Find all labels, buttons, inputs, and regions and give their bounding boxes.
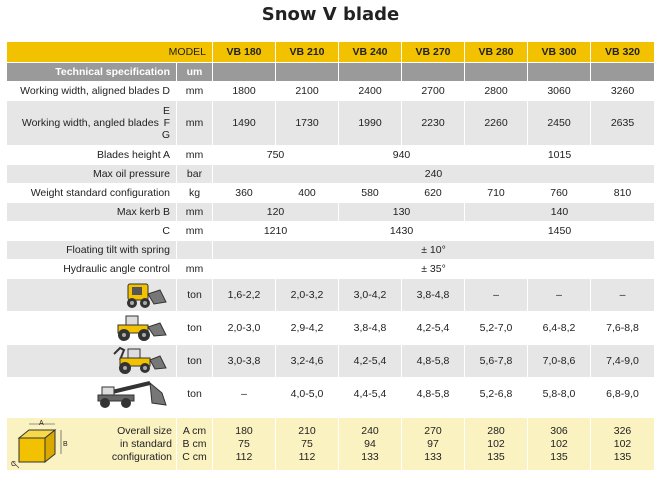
table-cell: 400 <box>276 184 339 203</box>
table-cell: 4,8-5,8 <box>402 378 465 411</box>
table-cell: 1015 <box>465 146 655 165</box>
table-cell: 2,0-3,2 <box>276 279 339 312</box>
row-unit: mm <box>177 146 213 165</box>
row-unit: bar <box>177 165 213 184</box>
table-cell: 3,8-4,8 <box>339 312 402 345</box>
table-cell: 2700 <box>402 82 465 101</box>
row-label: Working width, angled blades E F G <box>7 101 177 146</box>
table-row <box>7 260 655 279</box>
table-cell: 2450 <box>528 101 591 146</box>
table-cell: 5,8-8,0 <box>528 378 591 411</box>
overall-label-3: configuration <box>111 450 172 463</box>
page-title: Snow V blade <box>261 4 400 25</box>
model-vb300: VB 300 <box>528 42 591 63</box>
table-cell: 760 <box>528 184 591 203</box>
row-unit: mm <box>177 260 213 279</box>
table-cell: 2635 <box>591 101 655 146</box>
row-unit: ton <box>177 279 213 312</box>
spec-header-label: Technical specification <box>7 63 177 82</box>
table-cell: ± 10° <box>213 241 655 260</box>
table-cell: 240 <box>213 165 655 184</box>
table-cell: 2230 <box>402 101 465 146</box>
table-row <box>7 184 655 203</box>
row-label: Floating tilt with spring <box>7 241 177 260</box>
table-row <box>7 378 655 411</box>
table-cell: 2260 <box>465 101 528 146</box>
model-vb280: VB 280 <box>465 42 528 63</box>
table-cell: 140 <box>465 203 655 222</box>
table-cell: 3060 <box>528 82 591 101</box>
table-row <box>7 146 655 165</box>
table-cell: 1800 <box>213 82 276 101</box>
table-cell: 5,6-7,8 <box>465 345 528 378</box>
table-cell: – <box>213 378 276 411</box>
overall-vb210: 210 75 112 <box>276 418 339 471</box>
overall-size-row <box>7 418 655 471</box>
overall-vb320: 326 102 135 <box>591 418 655 471</box>
model-header-row <box>7 42 655 63</box>
table-cell: 2800 <box>465 82 528 101</box>
skid-steer-loader-icon <box>7 279 177 312</box>
row-unit: mm <box>177 101 213 146</box>
table-cell: 3,2-4,6 <box>276 345 339 378</box>
spec-header-row <box>7 63 655 82</box>
table-cell: 130 <box>339 203 465 222</box>
table-cell: – <box>465 279 528 312</box>
table-cell: 4,4-5,4 <box>339 378 402 411</box>
telehandler-icon <box>7 378 177 411</box>
spec-table <box>6 41 655 471</box>
overall-label-1: Overall size <box>117 424 172 437</box>
table-cell: 3,0-4,2 <box>339 279 402 312</box>
overall-label-2: in standard <box>120 437 172 450</box>
overall-vb280: 280 102 135 <box>465 418 528 471</box>
row-unit <box>177 241 213 260</box>
table-cell: 2100 <box>276 82 339 101</box>
row-unit: ton <box>177 345 213 378</box>
table-cell: 1450 <box>465 222 655 241</box>
table-cell: 2400 <box>339 82 402 101</box>
table-row <box>7 82 655 101</box>
table-cell: 2,0-3,0 <box>213 312 276 345</box>
table-cell: 120 <box>213 203 339 222</box>
wheel-loader-icon <box>7 312 177 345</box>
table-cell: 620 <box>402 184 465 203</box>
table-row <box>7 203 655 222</box>
table-cell: 1,6-2,2 <box>213 279 276 312</box>
table-cell: 710 <box>465 184 528 203</box>
row-label: Hydraulic angle control <box>7 260 177 279</box>
model-vb210: VB 210 <box>276 42 339 63</box>
table-row <box>7 279 655 312</box>
table-cell: 4,2-5,4 <box>339 345 402 378</box>
overall-size-label-cell <box>7 418 177 471</box>
table-row <box>7 222 655 241</box>
overall-vb300: 306 102 135 <box>528 418 591 471</box>
row-label: Blades height A <box>7 146 177 165</box>
row-unit: mm <box>177 203 213 222</box>
row-label: Max oil pressure <box>7 165 177 184</box>
overall-units: A cm B cm C cm <box>177 418 213 471</box>
row-unit: ton <box>177 312 213 345</box>
table-cell: ± 35° <box>213 260 655 279</box>
table-cell: 360 <box>213 184 276 203</box>
table-cell: 3,8-4,8 <box>402 279 465 312</box>
table-cell: 3260 <box>591 82 655 101</box>
row-label: Working width, aligned blades D <box>7 82 177 101</box>
table-cell: 1210 <box>213 222 339 241</box>
row-unit: kg <box>177 184 213 203</box>
model-vb320: VB 320 <box>591 42 655 63</box>
table-cell: 750 <box>213 146 339 165</box>
row-label: C <box>7 222 177 241</box>
model-label: MODEL <box>7 42 213 63</box>
table-cell: 7,0-8,6 <box>528 345 591 378</box>
overall-vb180: 180 75 112 <box>213 418 276 471</box>
row-label: Max kerb B <box>7 203 177 222</box>
box-dimensions-icon: A B C <box>11 420 68 468</box>
table-cell: 5,2-6,8 <box>465 378 528 411</box>
table-cell: 3,0-3,8 <box>213 345 276 378</box>
table-row <box>7 345 655 378</box>
table-row <box>7 101 655 146</box>
row-unit: ton <box>177 378 213 411</box>
table-cell: 1990 <box>339 101 402 146</box>
table-cell: 6,4-8,2 <box>528 312 591 345</box>
model-vb270: VB 270 <box>402 42 465 63</box>
table-cell: 2,9-4,2 <box>276 312 339 345</box>
table-cell: 5,2-7,0 <box>465 312 528 345</box>
overall-vb270: 270 97 133 <box>402 418 465 471</box>
table-cell: 580 <box>339 184 402 203</box>
row-unit: mm <box>177 82 213 101</box>
spec-header-unit: um <box>177 63 213 82</box>
model-vb180: VB 180 <box>213 42 276 63</box>
table-cell: 810 <box>591 184 655 203</box>
table-cell: 940 <box>339 146 465 165</box>
table-cell: 7,4-9,0 <box>591 345 655 378</box>
table-row <box>7 165 655 184</box>
table-cell: – <box>528 279 591 312</box>
table-cell: 4,0-5,0 <box>276 378 339 411</box>
table-row <box>7 312 655 345</box>
row-unit: mm <box>177 222 213 241</box>
table-cell: 1430 <box>339 222 465 241</box>
table-cell: 7,6-8,8 <box>591 312 655 345</box>
table-cell: 4,8-5,8 <box>402 345 465 378</box>
table-cell: 4,2-5,4 <box>402 312 465 345</box>
table-cell: – <box>591 279 655 312</box>
backhoe-loader-icon <box>7 345 177 378</box>
table-cell: 1490 <box>213 101 276 146</box>
table-row <box>7 241 655 260</box>
row-label: Weight standard configuration <box>7 184 177 203</box>
overall-vb240: 240 94 133 <box>339 418 402 471</box>
model-vb240: VB 240 <box>339 42 402 63</box>
table-cell: 1730 <box>276 101 339 146</box>
table-cell: 6,8-9,0 <box>591 378 655 411</box>
